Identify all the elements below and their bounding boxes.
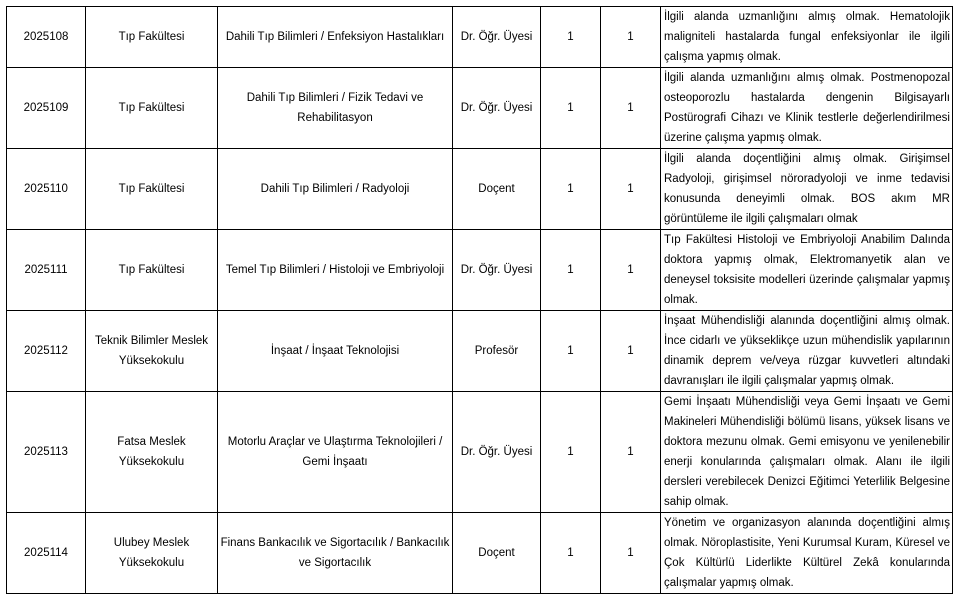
requirements-text: Yönetim ve organizasyon alanında doçentliğini almış olmak. Nöroplastisite, Yeni Kurumsal Kuram, Küresel ve Çok Kültürlü Liderlikte Kültürel Zekâ konularında çalışmalar yapmış olmak.: [661, 513, 953, 594]
academic-title: Dr. Öğr. Üyesi: [453, 68, 541, 149]
department-name: Dahili Tıp Bilimleri / Enfeksiyon Hastalıkları: [218, 7, 453, 68]
position-code: 2025111: [7, 230, 86, 311]
department-name: Temel Tıp Bilimleri / Histoloji ve Embriyoloji: [218, 230, 453, 311]
position-count-2: 1: [601, 68, 661, 149]
position-count: 1: [541, 513, 601, 594]
position-count-2: 1: [601, 392, 661, 513]
unit-name: Teknik Bilimler Meslek Yüksekokulu: [86, 311, 218, 392]
unit-name: Tıp Fakültesi: [86, 7, 218, 68]
position-count-2: 1: [601, 311, 661, 392]
unit-name: Tıp Fakültesi: [86, 149, 218, 230]
position-count: 1: [541, 149, 601, 230]
requirements-text: İlgili alanda uzmanlığını almış olmak. Postmenopozal osteoporozlu hastalarda dengenin Bilgisayarlı Postürografi Cihazı ve Klinik testlerle değerlendirilmesi üzerine çalışma yapmış olmak.: [661, 68, 953, 149]
position-code: 2025108: [7, 7, 86, 68]
position-count: 1: [541, 68, 601, 149]
requirements-text: İlgili alanda uzmanlığını almış olmak. Hematolojik maligniteli hastalarda fungal enfeksiyonlar ile ilgili çalışma yapmış olmak.: [661, 7, 953, 68]
position-count-2: 1: [601, 230, 661, 311]
requirements-text: Gemi İnşaatı Mühendisliği veya Gemi İnşaatı ve Gemi Makineleri Mühendisliği bölümü lisans, yüksek lisans ve doktora mezunu olmak. Gemi emisyonu ve yenilenebilir enerji konularında çalışmaları olmak. Alanı ile ilgili dersleri verebilecek Denizci Eğitimci Yeterlilik Belgesine sahip olmak.: [661, 392, 953, 513]
position-count: 1: [541, 230, 601, 311]
department-name: İnşaat / İnşaat Teknolojisi: [218, 311, 453, 392]
unit-name: Fatsa Meslek Yüksekokulu: [86, 392, 218, 513]
table-row: [7, 392, 953, 513]
position-code: 2025112: [7, 311, 86, 392]
table-row: [7, 311, 953, 392]
academic-title: Dr. Öğr. Üyesi: [453, 7, 541, 68]
academic-title: Dr. Öğr. Üyesi: [453, 392, 541, 513]
academic-title: Profesör: [453, 311, 541, 392]
requirements-text: İlgili alanda doçentliğini almış olmak. Girişimsel Radyoloji, girişimsel nöroradyoloji ve inme tedavisi konusunda deneyimli olmak. BOS akım MR görüntüleme ile ilgili çalışmaları olmak: [661, 149, 953, 230]
unit-name: Tıp Fakültesi: [86, 68, 218, 149]
requirements-text: Tıp Fakültesi Histoloji ve Embriyoloji Anabilim Dalında doktora yapmış olmak, Elektromanyetik alan ve deneysel toksisite modelleri üzerinde çalışmalar yapmış olmak.: [661, 230, 953, 311]
position-code: 2025109: [7, 68, 86, 149]
department-name: Motorlu Araçlar ve Ulaştırma Teknolojileri / Gemi İnşaatı: [218, 392, 453, 513]
department-name: Dahili Tıp Bilimleri / Radyoloji: [218, 149, 453, 230]
positions-table: [6, 6, 953, 594]
unit-name: Tıp Fakültesi: [86, 230, 218, 311]
position-count-2: 1: [601, 149, 661, 230]
department-name: Finans Bankacılık ve Sigortacılık / Bankacılık ve Sigortacılık: [218, 513, 453, 594]
unit-name: Ulubey Meslek Yüksekokulu: [86, 513, 218, 594]
table-row: [7, 149, 953, 230]
position-count-2: 1: [601, 513, 661, 594]
table-row: [7, 68, 953, 149]
position-code: 2025110: [7, 149, 86, 230]
position-count: 1: [541, 392, 601, 513]
academic-title: Dr. Öğr. Üyesi: [453, 230, 541, 311]
academic-title: Doçent: [453, 149, 541, 230]
academic-title: Doçent: [453, 513, 541, 594]
table-row: [7, 7, 953, 68]
position-count: 1: [541, 7, 601, 68]
table-row: [7, 513, 953, 594]
department-name: Dahili Tıp Bilimleri / Fizik Tedavi ve Rehabilitasyon: [218, 68, 453, 149]
position-code: 2025113: [7, 392, 86, 513]
requirements-text: İnşaat Mühendisliği alanında doçentliğini almış olmak. İnce cidarlı ve yükseklikçe uzun mühendislik yapılarının dinamik deprem ve/veya rüzgar kuvvetleri altındaki davranışları ile ilgili çalışmalar yapmış olmak.: [661, 311, 953, 392]
position-count-2: 1: [601, 7, 661, 68]
position-code: 2025114: [7, 513, 86, 594]
table-row: [7, 230, 953, 311]
position-count: 1: [541, 311, 601, 392]
